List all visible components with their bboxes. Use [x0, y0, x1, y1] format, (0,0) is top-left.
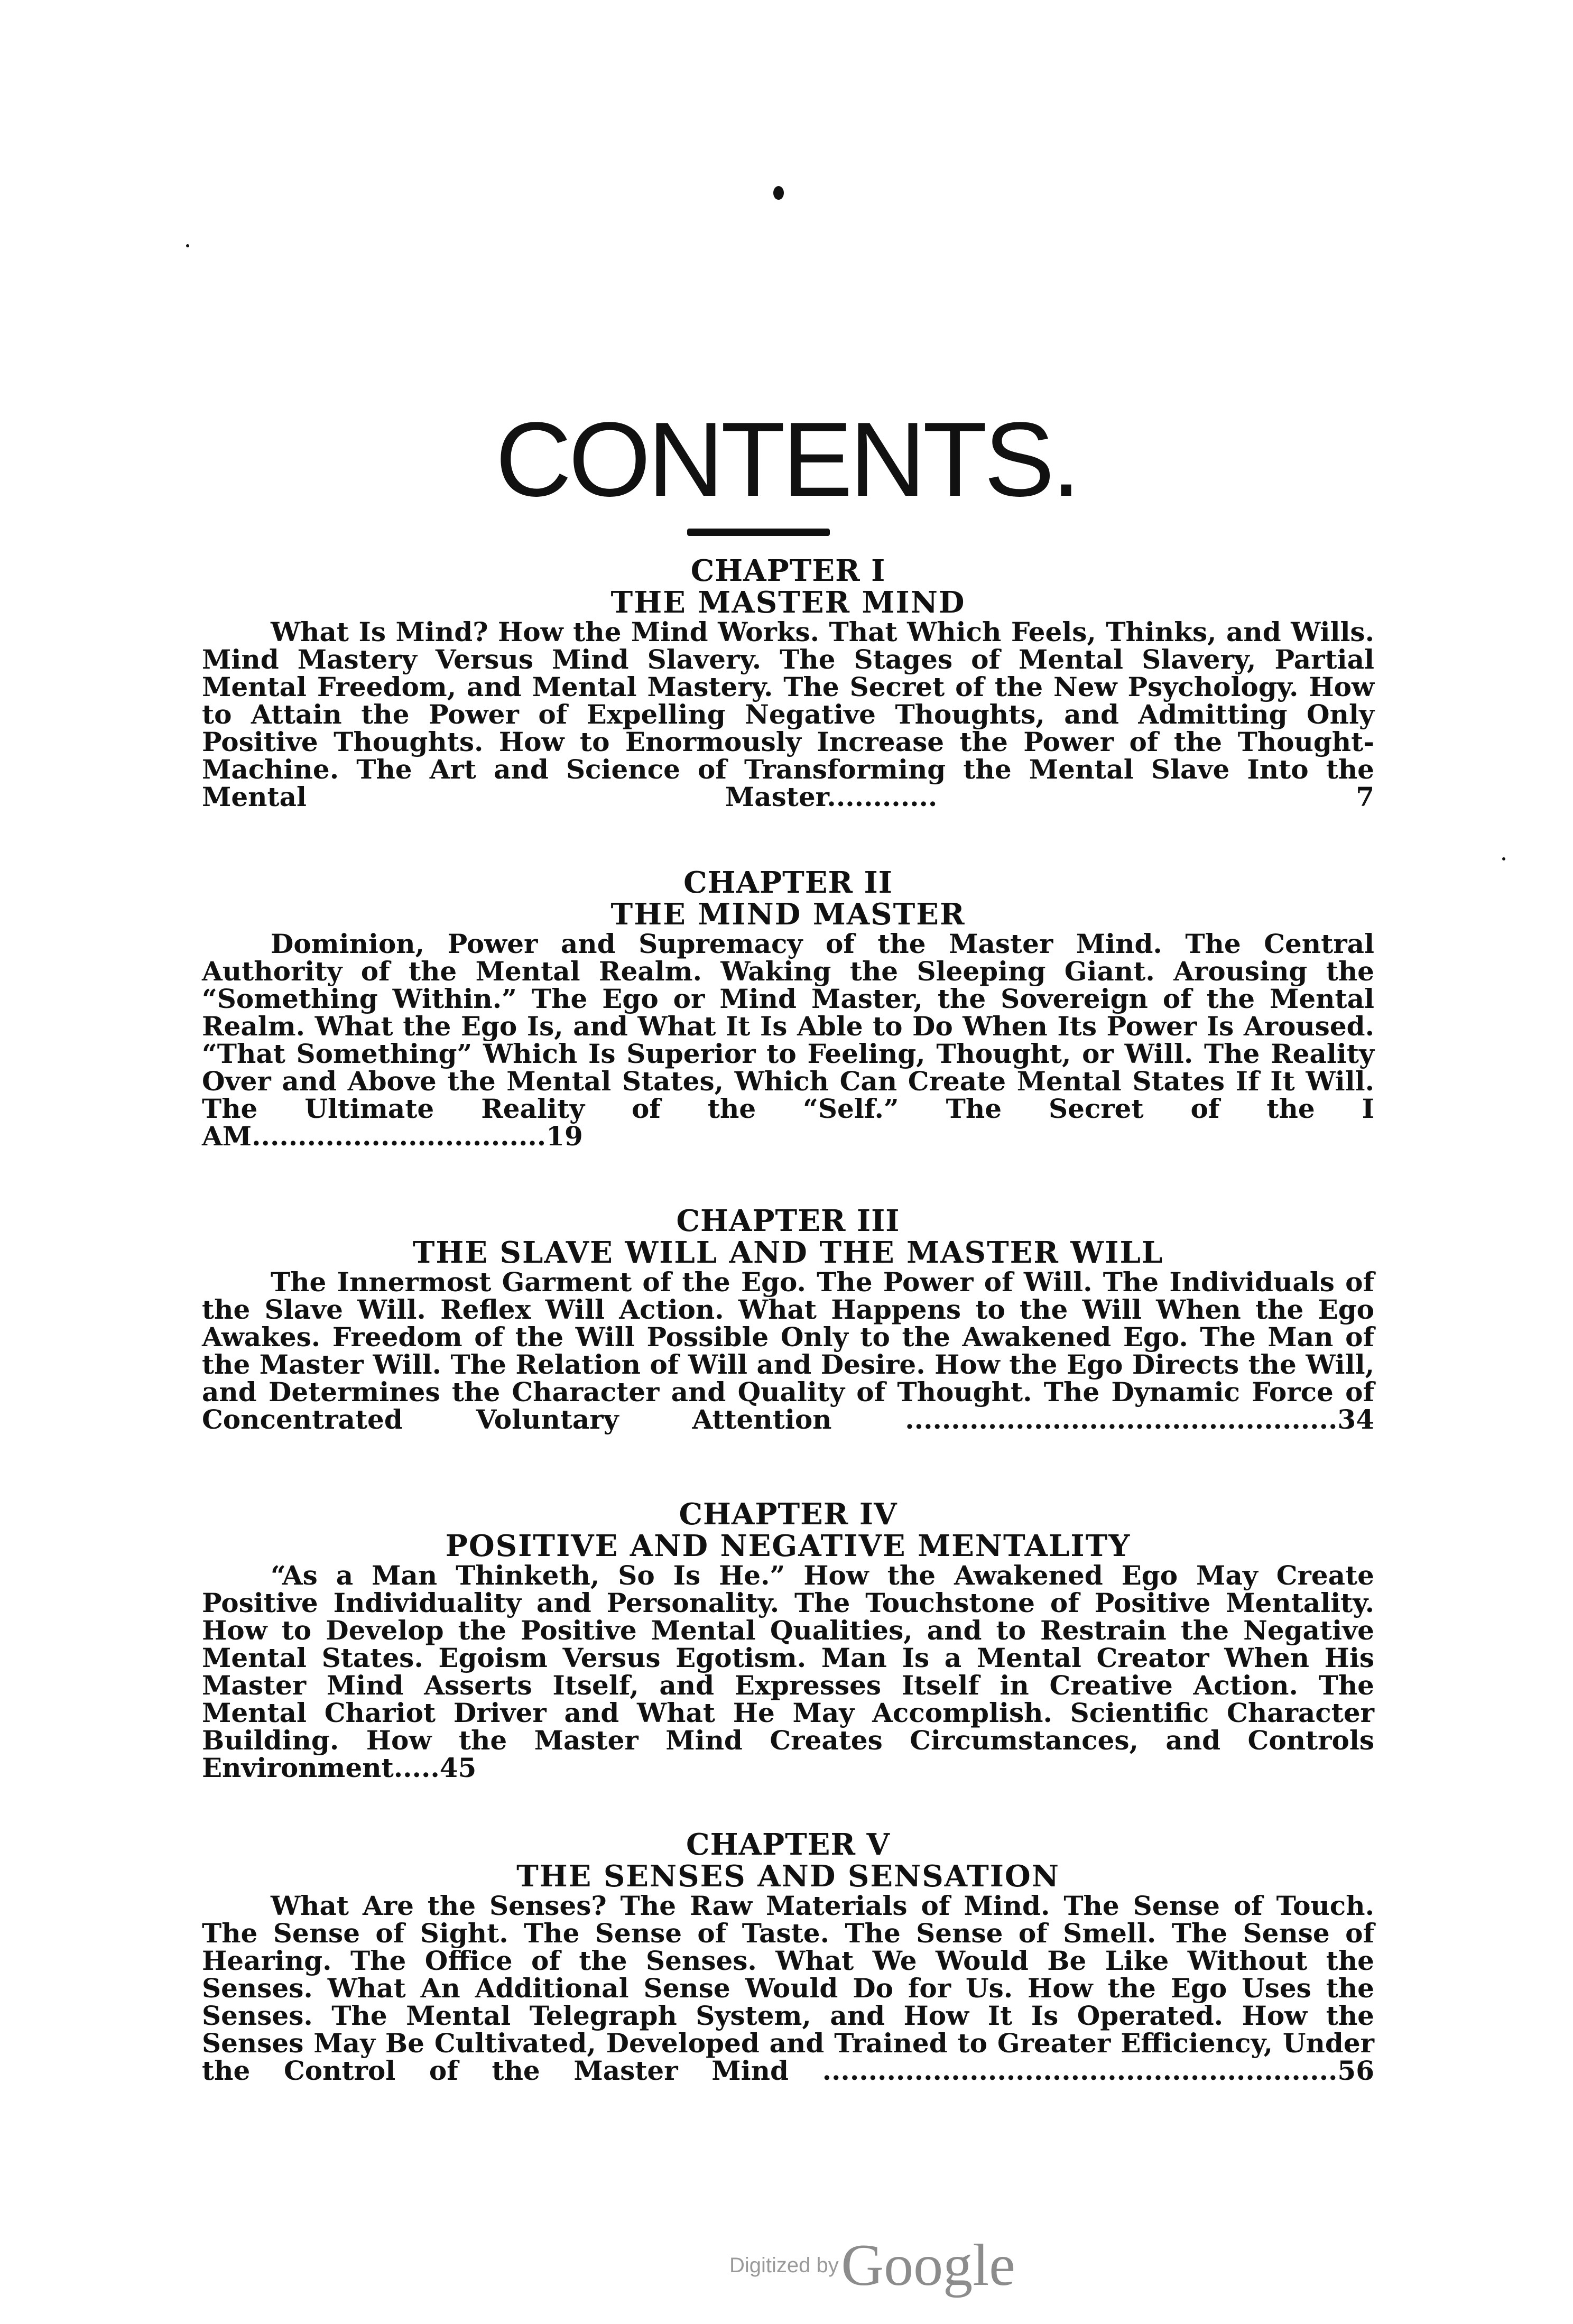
- chapter-title: POSITIVE AND NEGATIVE MENTALITY: [445, 1529, 1131, 1563]
- chapter-number: CHAPTER V: [686, 1827, 890, 1862]
- chapter-title: THE SLAVE WILL AND THE MASTER WILL: [412, 1235, 1164, 1270]
- ink-speck: [1502, 857, 1505, 860]
- chapter-1: [202, 555, 1374, 811]
- chapter-number: CHAPTER I: [690, 553, 886, 588]
- chapter-title: THE MIND MASTER: [610, 897, 966, 932]
- chapter-summary: What Is Mind? How the Mind Works. That Which Feels, Thinks, and Wills. Mind Mastery Versus Mind Slavery. The Stages of Mental Slavery, Partial Mental Freedom, and Mental Mastery. The Secret of the New Psychology. How to Attain the Power of Expelling Negative Thoughts, and Admitting Only Positive Thoughts. How to Enormously Increase the Power of the Thought-Machine. The Art and Science of Transforming the Mental Slave Into the Mental Master............ 7: [202, 616, 1374, 812]
- chapter-title: THE SENSES AND SENSATION: [516, 1859, 1060, 1894]
- digitized-watermark: [729, 2232, 1015, 2300]
- chapter-summary: What Are the Senses? The Raw Materials of Mind. The Sense of Touch. The Sense of Sight. The Sense of Taste. The Sense of Smell. The Sense of Hearing. The Office of the Senses. What We Would Be Like Without the Senses. What An Additional Sense Would Do for Us. How the Ego Uses the Senses. The Mental Telegraph System, and How It Is Operated. How the Senses May Be Cultivated, Developed and Trained to Greater Efficiency, Under the Control of the Master Mind ........................................................56: [202, 1890, 1374, 2086]
- chapter-2: [202, 867, 1374, 1150]
- chapter-summary: “As a Man Thinketh, So Is He.” How the Awakened Ego May Create Positive Individuality and Personality. The Touchstone of Positive Mentality. How to Develop the Positive Mental Qualities, and to Restrain the Negative Mental States. Egoism Versus Egotism. Man Is a Mental Creator When His Master Mind Asserts Itself, and Expresses Itself in Creative Action. The Mental Chariot Driver and What He May Accomplish. Scientific Character Building. How the Master Mind Creates Circumstances, and Controls Environment.....45: [202, 1560, 1374, 1783]
- google-logo: Google: [841, 2233, 1015, 2298]
- chapter-4: [202, 1498, 1374, 1782]
- chapter-title: THE MASTER MIND: [610, 585, 966, 620]
- chapter-number: CHAPTER II: [683, 865, 893, 900]
- chapter-summary: The Innermost Garment of the Ego. The Power of Will. The Individuals of the Slave Will. Reflex Will Action. What Happens to the Will When the Ego Awakes. Freedom of the Will Possible Only to the Awakened Ego. The Man of the Master Will. The Relation of Will and Desire. How the Ego Directs the Will, and Determines the Character and Quality of Thought. The Dynamic Force of Concentrated Voluntary Attention ...............................................34: [202, 1266, 1374, 1435]
- page-title: CONTENTS.: [495, 401, 1078, 518]
- chapter-summary: Dominion, Power and Supremacy of the Master Mind. The Central Authority of the Mental Realm. Waking the Sleeping Giant. Arousing the “Something Within.” The Ego or Mind Master, the Sovereign of the Mental Realm. What the Ego Is, and What It Is Able to Do When Its Power Is Aroused. “That Something” Which Is Superior to Feeling, Thought, or Will. The Reality Over and Above the Mental States, Which Can Create Mental States If It Will. The Ultimate Reality of the “Self.” The Secret of the I AM................................19: [202, 928, 1374, 1152]
- chapter-number: CHAPTER III: [676, 1203, 900, 1238]
- chapter-5: [202, 1829, 1374, 2085]
- watermark-prefix: Digitized by: [729, 2254, 839, 2277]
- ink-speck: [773, 186, 784, 200]
- chapter-number: CHAPTER IV: [679, 1497, 897, 1532]
- ink-speck: [186, 244, 189, 247]
- chapter-3: [202, 1205, 1374, 1433]
- title-divider: [687, 529, 830, 536]
